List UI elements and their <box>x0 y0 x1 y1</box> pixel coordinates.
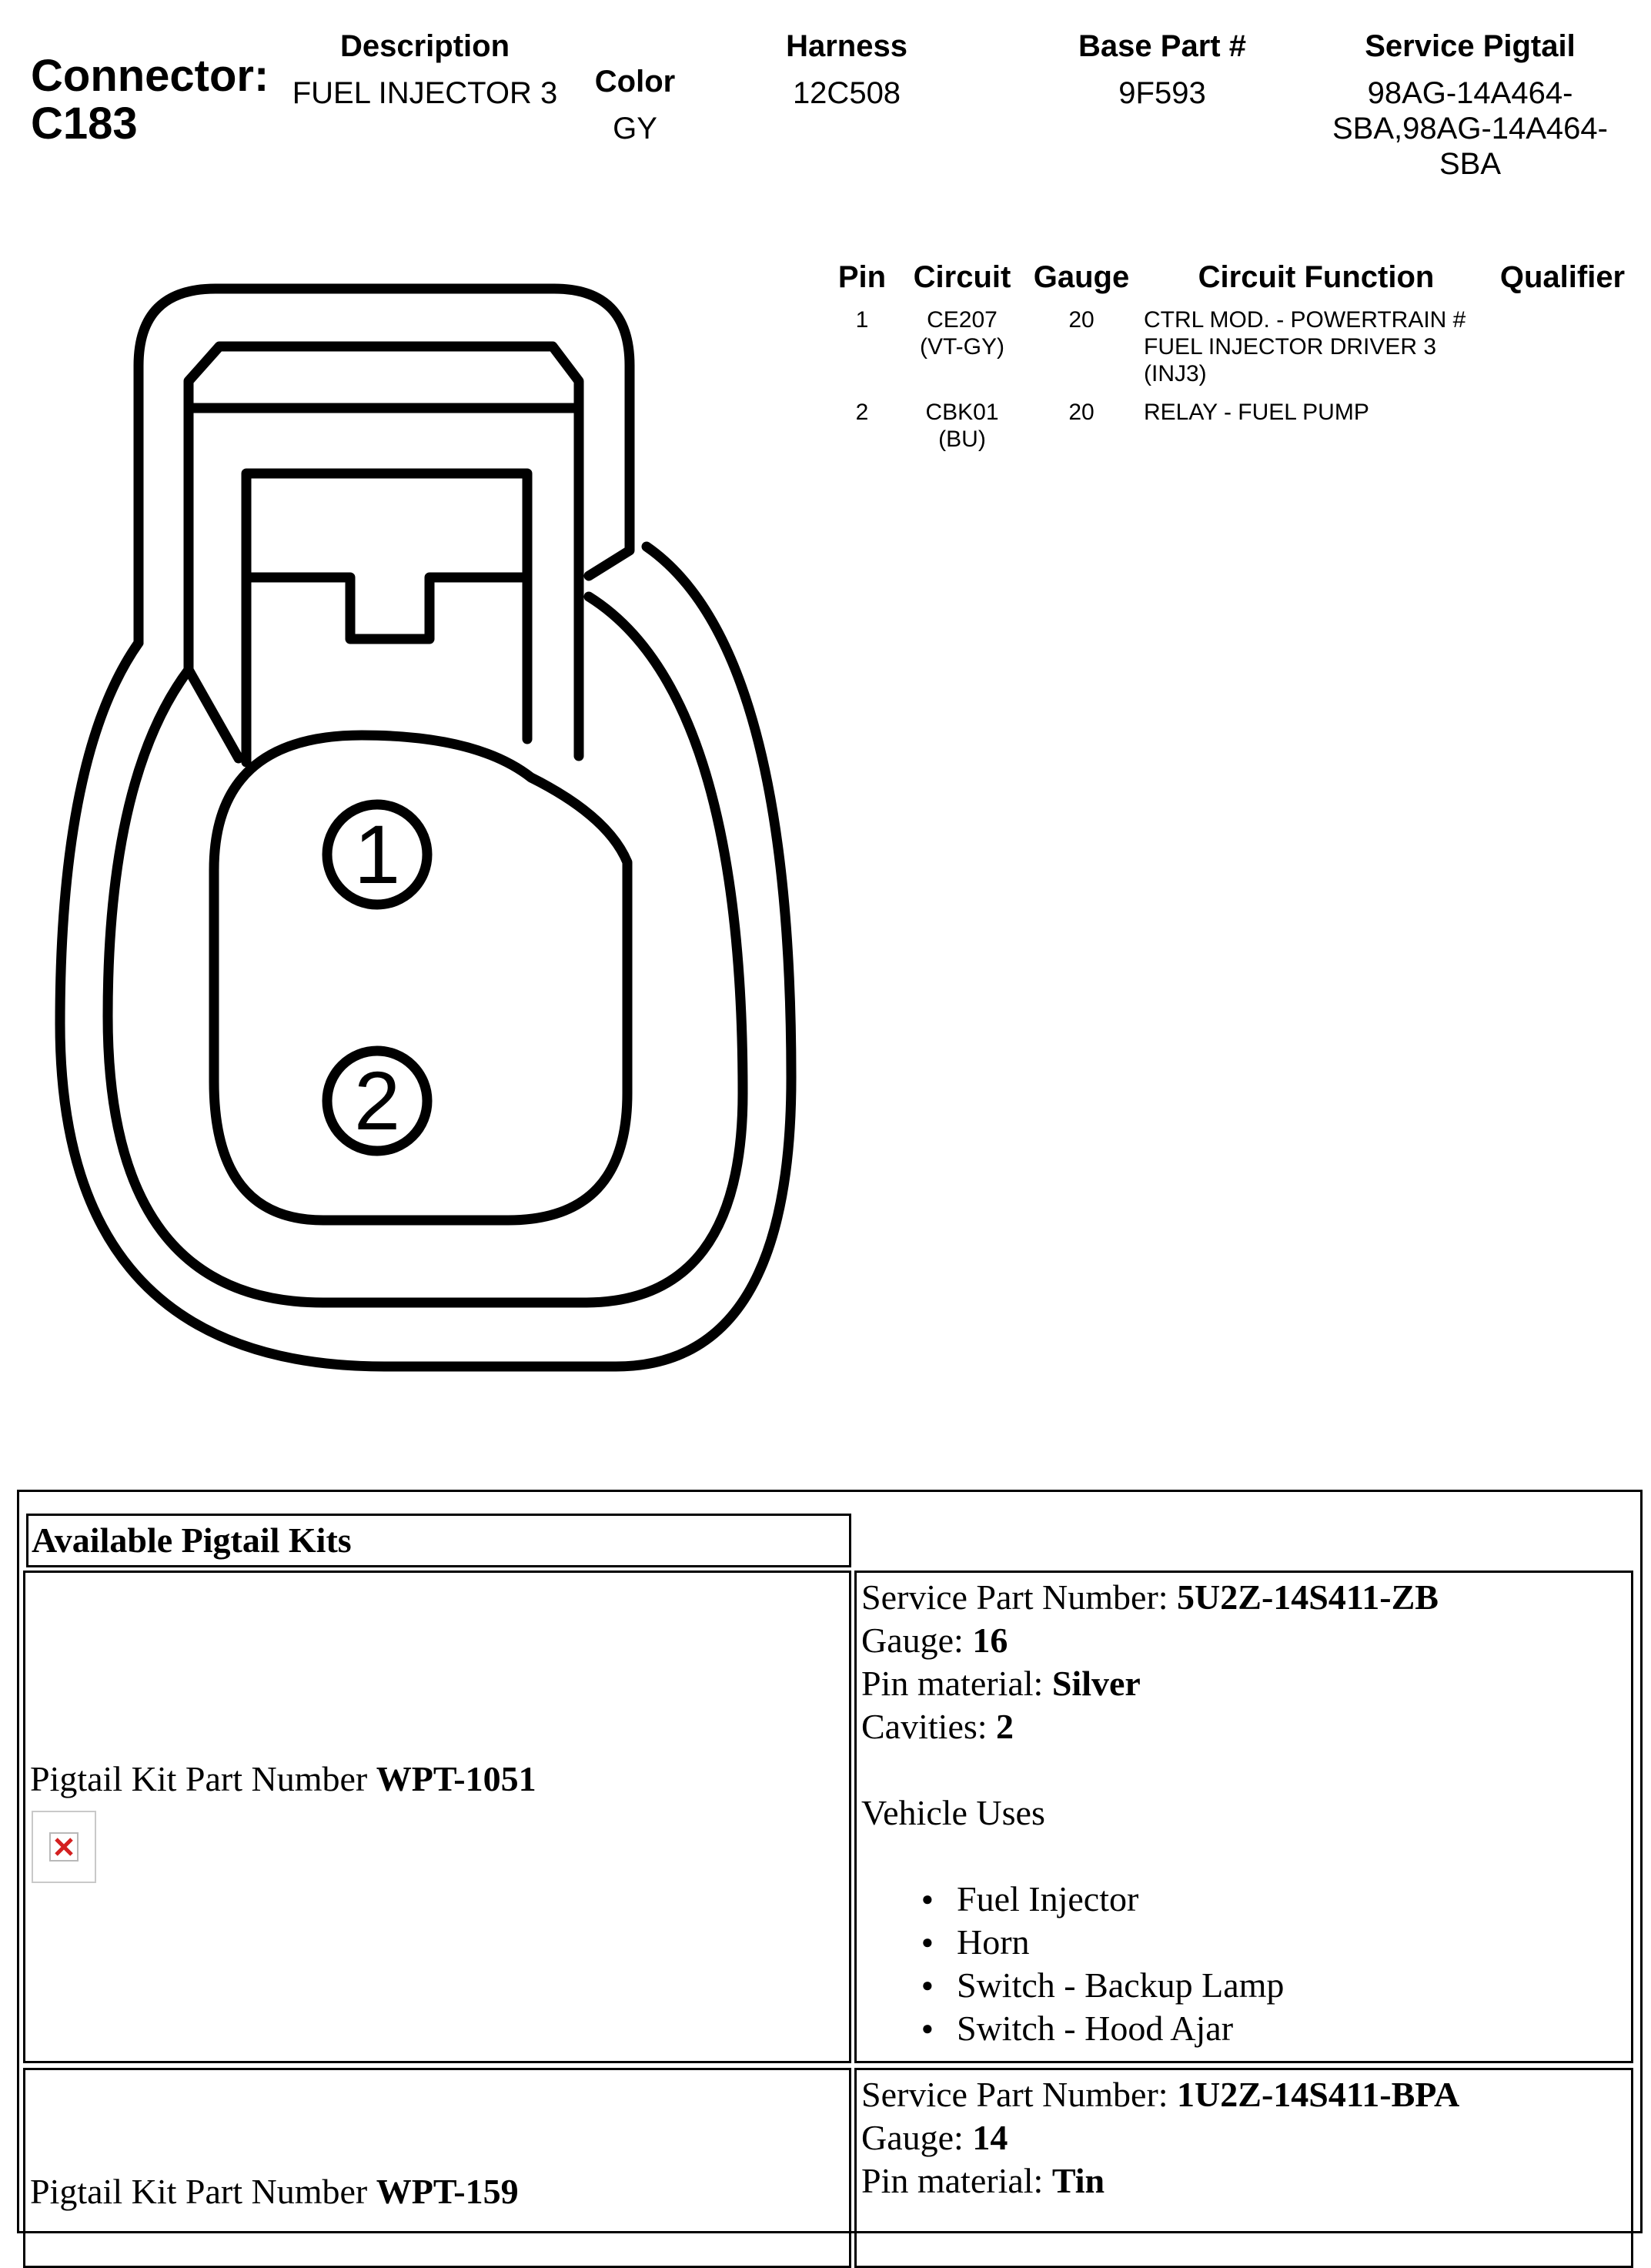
pin-number: 1 <box>855 307 869 333</box>
color-header: Color <box>594 65 676 99</box>
circuit-header: Circuit <box>913 260 1011 294</box>
broken-image-placeholder <box>32 1811 96 1883</box>
kit-part-number <box>30 1758 536 1801</box>
gauge-cell: 20 <box>1068 400 1095 425</box>
gauge-line <box>861 1619 1439 1662</box>
description-value: FUEL INJECTOR 3 <box>292 76 558 110</box>
list-item: ● Fuel Injector <box>861 1878 1439 1921</box>
gauge-header: Gauge <box>1033 260 1130 294</box>
description-header: Description <box>339 29 510 63</box>
harness-header: Harness <box>786 29 907 63</box>
service-part-label: Service Part Number: <box>861 2075 1178 2114</box>
pin-material-line <box>861 2159 1459 2203</box>
pin-cavity <box>214 735 627 1220</box>
vehicle-uses-title: Vehicle Uses <box>861 1793 1045 1832</box>
base-part-value: 9F593 <box>1118 76 1206 110</box>
kits-title: Available Pigtail Kits <box>32 1520 352 1560</box>
kits-title-cell <box>26 1514 851 1567</box>
circuit-function-cell <box>1144 399 1482 426</box>
pin-material-value: Tin <box>1051 2161 1105 2200</box>
circuit-cell <box>901 399 1024 453</box>
service-pigtail-line: 98AG-14A464- <box>1367 76 1573 110</box>
function-line: FUEL INJECTOR DRIVER 3 <box>1144 334 1437 360</box>
gauge-value: 16 <box>972 1621 1008 1660</box>
service-pigtail-header: Service Pigtail <box>1365 29 1576 63</box>
connector-face-diagram <box>0 0 831 1478</box>
connector-label: Connector: <box>31 51 269 101</box>
broken-image-icon <box>33 1812 95 1882</box>
kit-part-label: Pigtail Kit Part Number <box>30 1759 376 1798</box>
gauge-label: Gauge: <box>861 1621 973 1660</box>
gauge-line <box>861 2116 1459 2159</box>
qualifier-header: Qualifier <box>1499 260 1626 294</box>
service-part-number <box>861 2073 1459 2116</box>
cavities-value: 2 <box>996 1707 1014 1746</box>
kit-part-number <box>30 2170 519 2213</box>
harness-value: 12C508 <box>792 76 901 110</box>
vehicle-uses-list <box>861 1878 1439 2050</box>
pin-number: 2 <box>855 400 869 425</box>
connector-latch-window <box>246 473 527 762</box>
kit-details <box>861 2073 1459 2203</box>
circuit-color: (VT-GY) <box>920 334 1004 360</box>
kit-part-label: Pigtail Kit Part Number <box>30 2172 376 2211</box>
kit-part-value: WPT-1051 <box>376 1759 536 1798</box>
pin-material-label: Pin material: <box>861 1664 1052 1703</box>
service-pigtail-line: SBA <box>1439 147 1502 181</box>
circuit-function-header: Circuit Function <box>1198 260 1435 294</box>
function-line: RELAY - FUEL PUMP <box>1144 400 1369 425</box>
pin-1-label: 1 <box>353 808 401 901</box>
pin-header: Pin <box>837 260 887 294</box>
pin-material-value: Silver <box>1051 1664 1141 1703</box>
kit-details-cell <box>854 2068 1633 2268</box>
circuit-cell <box>901 306 1024 360</box>
list-item: ● Switch - Hood Ajar <box>861 2007 1439 2050</box>
base-part-header: Base Part # <box>1078 29 1246 63</box>
color-value: GY <box>613 112 657 146</box>
circuit-function-cell <box>1144 306 1482 387</box>
service-pigtail-line: SBA,98AG-14A464- <box>1332 112 1608 146</box>
connector-latch-window <box>250 577 523 639</box>
circuit-color: (BU) <box>938 427 986 452</box>
service-part-number <box>861 1576 1439 1619</box>
service-part-value: 1U2Z-14S411-BPA <box>1177 2075 1460 2114</box>
service-part-value: 5U2Z-14S411-ZB <box>1177 1577 1439 1617</box>
circuit-id: CBK01 <box>925 400 999 425</box>
kit-part-value: WPT-159 <box>376 2172 519 2211</box>
function-line: CTRL MOD. - POWERTRAIN # <box>1144 307 1466 333</box>
pin-2-label: 2 <box>353 1054 401 1147</box>
kit-part-cell <box>23 1571 851 2063</box>
service-pigtail-value <box>1308 75 1632 182</box>
kit-details-cell <box>854 1571 1633 2063</box>
connector-id: C183 <box>31 99 138 149</box>
gauge-label: Gauge: <box>861 2118 973 2157</box>
kit-part-cell <box>23 2068 851 2268</box>
list-item: ● Horn <box>861 1921 1439 1964</box>
gauge-cell: 20 <box>1068 307 1095 333</box>
kit-details <box>861 1576 1439 2050</box>
pin-material-label: Pin material: <box>861 2161 1052 2200</box>
gauge-value: 14 <box>972 2118 1008 2157</box>
cavities-label: Cavities: <box>861 1707 997 1746</box>
list-item: ● Switch - Backup Lamp <box>861 1964 1439 2007</box>
pin-material-line <box>861 1662 1439 1705</box>
connector-latch <box>189 408 239 758</box>
cavities-line <box>861 1705 1439 1748</box>
service-part-label: Service Part Number: <box>861 1577 1178 1617</box>
function-line: (INJ3) <box>1144 361 1207 386</box>
circuit-id: CE207 <box>927 307 998 333</box>
